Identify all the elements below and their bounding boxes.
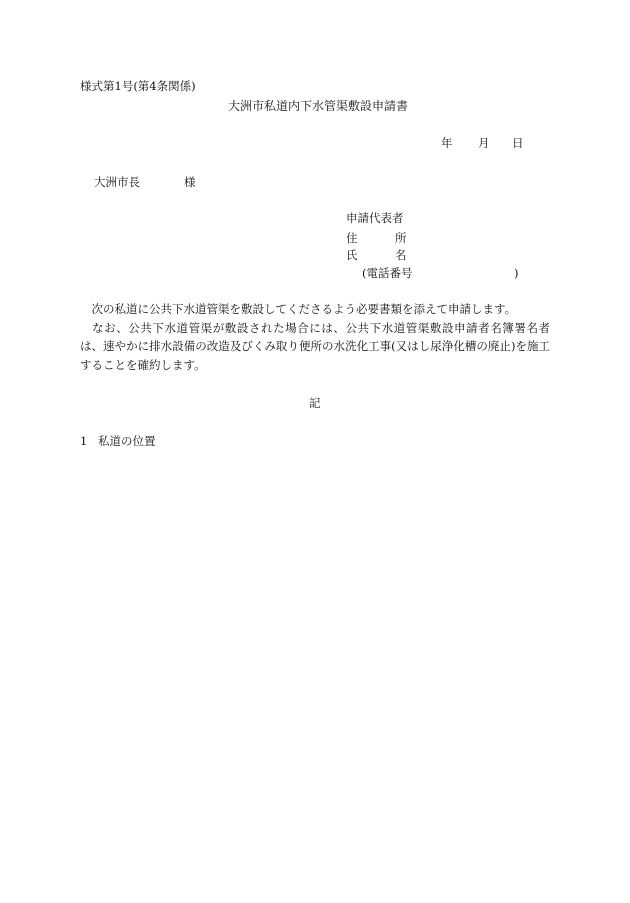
name-label-second: 名: [395, 248, 407, 262]
date-year-label: 年: [441, 136, 453, 150]
list-item: [80, 436, 156, 448]
item-number: 1: [80, 434, 88, 448]
form-number: 様式第1号(第4条関係): [80, 79, 196, 93]
date-day-label: 日: [512, 136, 524, 150]
body-paragraph-2: なお、公共下水道管渠が敷設された場合には、公共下水道管渠敷設申請者名簿署名者は、速やかに排水設備の改造及びくみ取り便所の水洗化工事(又はし尿浄化槽の廃止)を施工することを確約します。: [80, 320, 551, 372]
form-title: 大洲市私道内下水管渠敷設申請書: [228, 99, 409, 113]
addressee-honorific: 様: [184, 175, 196, 189]
address-label-second: 所: [395, 231, 407, 245]
body-paragraph-1: 次の私道に公共下水道管渠を敷設してくださるよう必要書類を添えて申請します。: [91, 302, 517, 316]
phone-close-paren: ): [514, 266, 519, 280]
applicant-representative-label: 申請代表者: [346, 211, 404, 225]
phone-label: (電話番号: [362, 266, 413, 280]
date-month-label: 月: [478, 136, 490, 150]
name-label-first: 氏: [346, 248, 358, 262]
item-label: 私道の位置: [98, 434, 156, 448]
address-label-first: 住: [346, 231, 358, 245]
ki-heading: 記: [309, 396, 321, 410]
addressee-name: 大洲市長: [94, 175, 140, 189]
application-body: [80, 300, 550, 374]
